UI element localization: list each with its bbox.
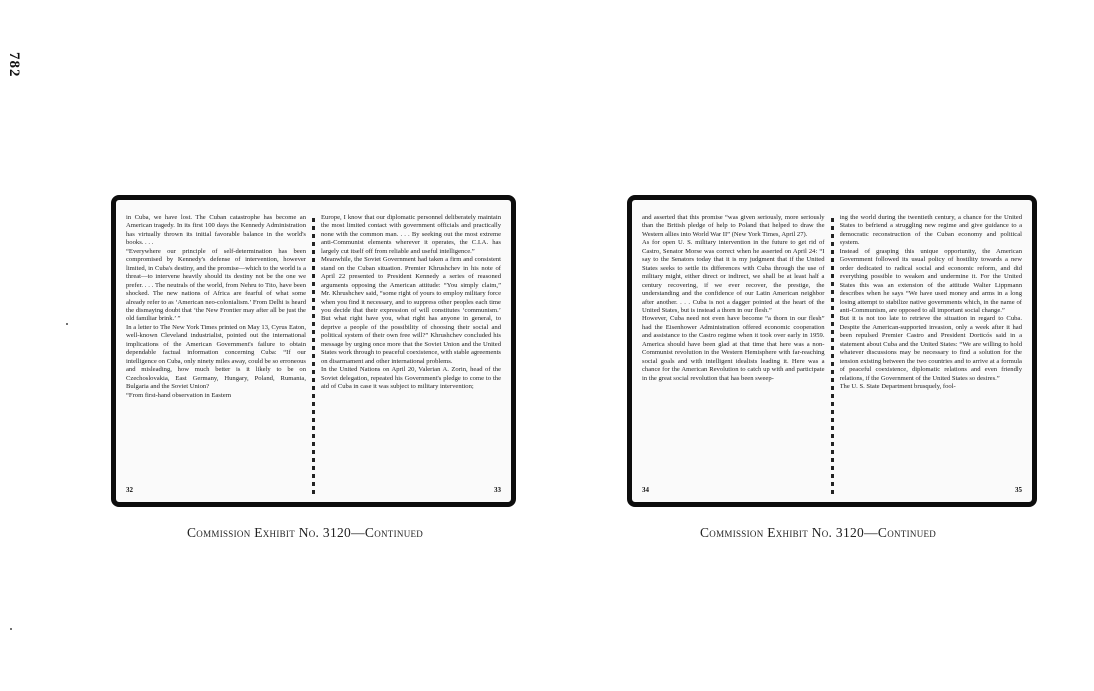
book-spread-photo-left bbox=[111, 195, 516, 507]
book-gutter bbox=[831, 218, 834, 494]
scan-speck bbox=[66, 323, 68, 325]
page-body-text: and asserted that this promise “was given seriously, more seriously than the British pledge of help to Poland that helped to draw the Western allies into World War II” (New York Times, April 27). As for open U. S. military intervention in the future to get rid of Castro, Senator Morse was correct when he asserted on April 24: “I say to the Senators today that it is my judgment that if the United States seeks to settle its differences with Cuba through the use of military might, either direct or indirect, we shall be at least half a century recovering, if we ever recover, the prestige, the understanding and the confidence of our Latin American neighbor after another. . . . Cuba is not a dagger pointed at the heart of the United States, but is instead a thorn in our flesh.” However, Cuba need not even have become “a thorn in our flesh” had the Eisenhower Administration offered economic cooperation and assistance to the Castro regime when it took over early in 1959. America should have been glad at that time that here was a non-Communist revolution in the Western Hemisphere with far-reaching social goals and with intelligent idealists leading it. Here was a chance for the American Revolution to catch up with and participate in the great social revolution that has been sweep- bbox=[642, 214, 825, 382]
page-folio: 35 bbox=[1015, 486, 1022, 494]
book-page-left bbox=[122, 214, 310, 494]
page-body-text: in Cuba, we have lost. The Cuban catastrophe has become an American tragedy. In its first 100 days the Kennedy Administration has virtually thrown its initial favorable balance in the world's books. . . . “Everywhere our principle of self-determination has been compromised by Kennedy's defense of intervention, however limited, in Cuba's destiny, and the promise—which to the world is a threat—to intervene heavily should its destiny not be the one we prefer. . . . The neutrals of the world, from Nehru to Tito, have been shocked. The new nations of Africa are fearful of what some already refer to as ‘American neo-colonialism.’ From Delhi is heard the dismaying doubt that ‘the New Frontier may after all be just the old familiar brink.’ ” In a letter to The New York Times printed on May 13, Cyrus Eaton, well-known Cleveland industrialist, pointed out the international implications of the American Government's failure to obtain dependable factual information concerning Cuba: “If our intelligence on Cuba, only ninety miles away, could be so erroneous and misleading, how much better is it likely to be on Czechoslovakia, East Germany, Hungary, Poland, Rumania, Bulgaria and the Soviet Union? “From first-hand observation in Eastern bbox=[126, 214, 306, 399]
page-folio: 34 bbox=[642, 486, 649, 494]
book-gutter bbox=[312, 218, 315, 494]
page-body-text: Europe, I know that our diplomatic personnel deliberately maintain the most limited contact with government officials and practically none with the common man. . . . By seeking out the most extreme anti-Communist elements wherever it operates, the C.I.A. has largely cut itself off from reliable and useful intelligence.” Meanwhile, the Soviet Government had taken a firm and consistent stand on the Cuban situation. Premier Khrushchev in his note of April 22 presented to President Kennedy a series of reasoned arguments opposing the American attitude: “You simply claim,” Mr. Khrushchev said, “some right of yours to employ military force when you find it necessary, and to suppress other peoples each time you decide that their expression of will constitutes ‘communism.’ But what right have you, what right has anyone in general, to deprive a people of the possibility of choosing their social and political system of their own free will?” Khrushchev concluded his message by urging once more that the Soviet Union and the United States work through to peaceful coexistence, with stable agreements on disarmament and other international problems. In the United Nations on April 20, Valerian A. Zorin, head of the Soviet delegation, repeated his Government's pledge to come to the aid of Cuba in case it was subject to military intervention; bbox=[321, 214, 501, 391]
page-folio: 32 bbox=[126, 486, 133, 494]
scan-speck bbox=[10, 628, 12, 630]
exhibit-caption: Commission Exhibit No. 3120—Continued bbox=[700, 525, 937, 540]
book-spread bbox=[638, 214, 1026, 494]
book-page-right bbox=[317, 214, 505, 494]
page-body-text: ing the world during the twentieth century, a chance for the United States to befriend a struggling new regime and give guidance to a democratic reconstruction of the Cuban economy and political system. Instead of grasping this unique opportunity, the American Government followed its usual policy of hostility towards a new order dedicated to radical social and economic reform, and did everything possible to weaken and undermine it. For the United States this was an extension of the attitude Walter Lippmann describes when he says “We have used money and arms in a long losing attempt to stabilize native governments which, in the name of anti-Communism, are opposed to all important social change.” But it is not too late to retrieve the situation in regard to Cuba. Despite the American-supported invasion, only a week after it had been repulsed Premier Castro and President Dorticós said in a statement about Cuba and the United States: “We are willing to hold whatever discussions may be necessary to find a solution for the tension existing between the two countries and to arrive at a formula of peaceful coexistence, diplomatic relations and even friendly relations, if the Government of the United States so desires.” The U. S. State Department brusquely, fool- bbox=[839, 214, 1022, 391]
book-spread-photo-right bbox=[627, 195, 1037, 507]
page-number: 782 bbox=[6, 52, 22, 78]
book-spread bbox=[122, 214, 505, 494]
book-page-left bbox=[638, 214, 829, 494]
page-folio: 33 bbox=[494, 486, 501, 494]
book-page-right bbox=[836, 214, 1027, 494]
exhibit-caption: Commission Exhibit No. 3120—Continued bbox=[187, 525, 424, 540]
